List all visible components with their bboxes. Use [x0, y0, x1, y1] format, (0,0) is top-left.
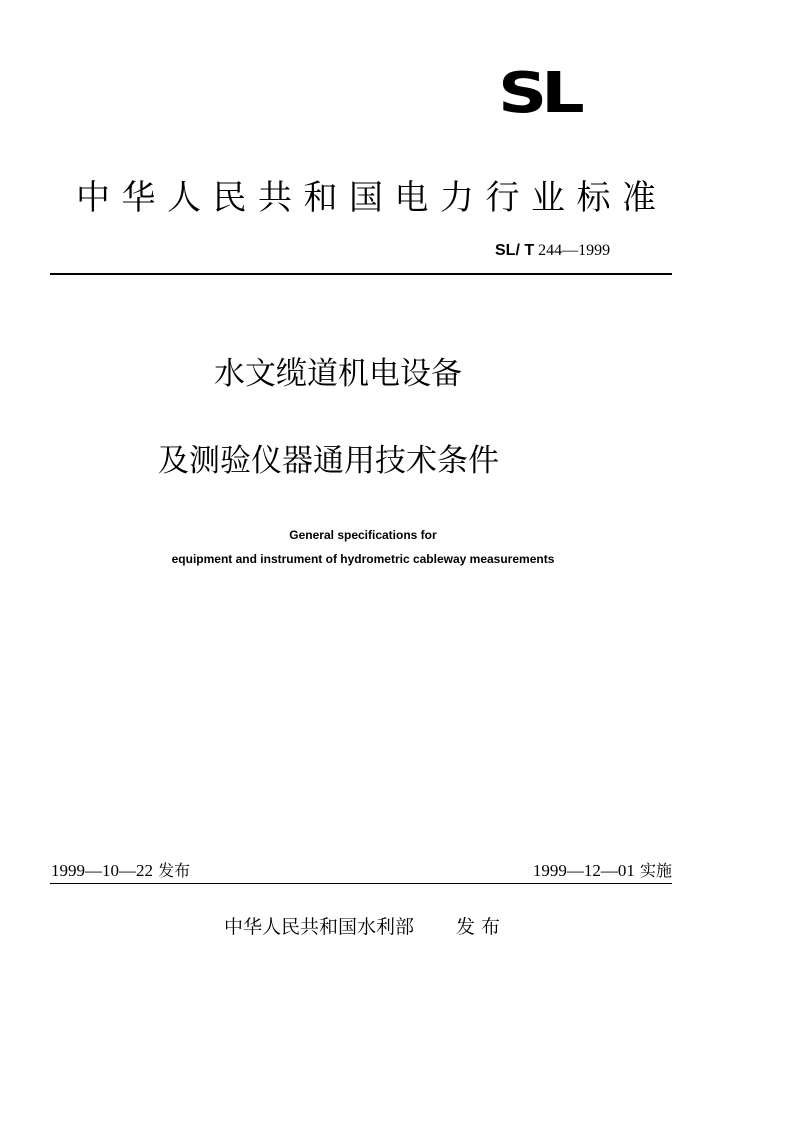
bottom-divider — [50, 883, 672, 884]
english-title-line-2: equipment and instrument of hydrometric cableway measurements — [171, 552, 555, 566]
sl-logo: SL — [498, 61, 579, 126]
publish-label: 发布 — [456, 916, 507, 938]
effective-date-label: 实施 — [639, 861, 672, 880]
top-divider — [50, 273, 672, 275]
effective-date — [533, 860, 672, 882]
issue-date-label: 发布 — [158, 861, 191, 880]
standard-code-number: 244—1999 — [538, 242, 611, 259]
issuing-authority-title: 中华人民共和国电力行业标准 — [76, 178, 668, 218]
issue-date — [51, 860, 190, 882]
chinese-title-line-1: 水文缆道机电设备 — [214, 356, 462, 392]
effective-date-value: 1999—12—01 — [532, 861, 635, 880]
chinese-title-line-2: 及测验仪器通用技术条件 — [158, 443, 499, 479]
standard-code — [495, 241, 610, 261]
english-title-line-1: General specifications for — [289, 528, 437, 542]
issue-date-value: 1999—10—22 — [51, 861, 153, 880]
publisher-name: 中华人民共和国水利部 — [224, 916, 415, 938]
standard-code-prefix: SL/ T — [495, 242, 535, 259]
